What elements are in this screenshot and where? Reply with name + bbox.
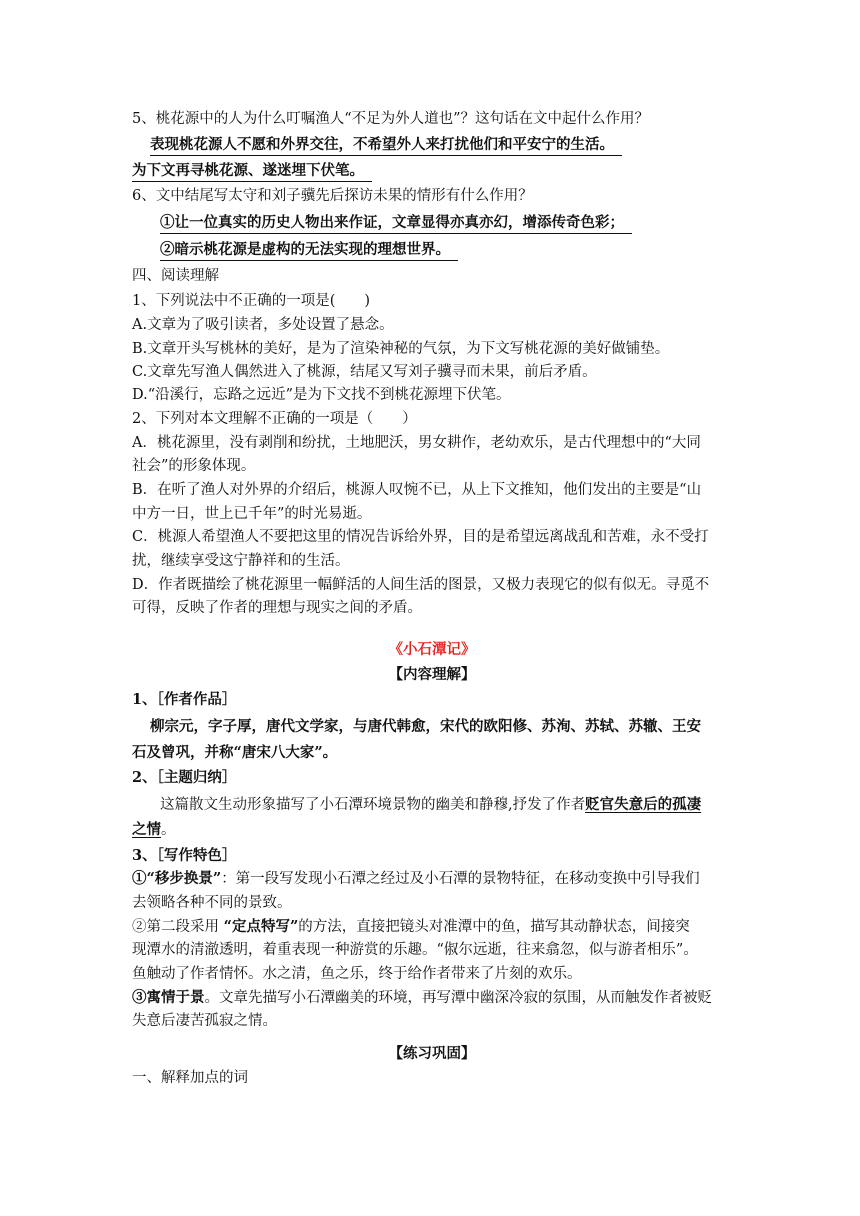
answer-5-line-1: [150, 135, 750, 156]
question-6: 6、文中结尾写太守和刘子骥先后探访未果的情形有什么作用？: [132, 188, 533, 204]
reading-q2-option-c-line-1: C．桃源人希望渔人不要把这里的情况告诉给外界，目的是希望远离战乱和苦难，永不受打: [132, 529, 709, 545]
theme-text-line-2: [132, 820, 732, 840]
practice-item-1: 一、解释加点的词: [132, 1070, 248, 1086]
style-point-1-desc: ：第一段写发现小石潭之经过及小石潭的景物特征，在移动变换中引导我们: [221, 871, 700, 887]
answer-5-line-2: [132, 161, 732, 182]
style-point-2-line-2: 现潭水的清澈透明，着重表现一种游赏的乐趣。“俶尔远逝，往来翕忽，似与游者相乐”。: [132, 942, 698, 958]
author-text-line-2: 石及曾巩，并称“唐宋八大家”。: [132, 744, 338, 761]
style-point-3-line-2: 失意后凄苦孤寂之情。: [132, 1013, 277, 1029]
theme-text-lead: 这篇散文生动形象描写了小石潭环境景物的幽美和静穆,抒发了作者: [160, 797, 586, 813]
style-point-2-line-1: [132, 917, 732, 937]
answer-6-line-2: [160, 240, 730, 261]
reading-q1: 1、下列说法中不正确的一项是( ): [132, 293, 371, 309]
author-text-line-1: 柳宗元，字子厚，唐代文学家，与唐代韩愈，宋代的欧阳修、苏洵、苏轼、苏辙、王安: [150, 718, 701, 735]
style-point-1-line-2: 去领略各种不同的景致。: [132, 895, 292, 911]
style-point-3-desc: 。文章先描写小石潭幽美的环境，再写潭中幽深冷寂的氛围，从而触发作者被贬: [204, 990, 712, 1006]
style-point-2-line-3: 鱼触动了作者情怀。水之清，鱼之乐，终于给作者带来了片刻的欢乐。: [132, 966, 582, 982]
reading-q2-option-b-line-2: 中方一日，世上已千年”的时光易逝。: [132, 506, 372, 522]
practice-heading: 【练习巩固】: [388, 1045, 476, 1062]
reading-q1-option-d: D.“沿溪行，忘路之远近”是为下文找不到桃花源埋下伏笔。: [132, 387, 511, 403]
theme-text-line-1: [160, 795, 730, 815]
theme-heading: 2、［主题归纳］: [132, 769, 237, 786]
answer-6-text-2: ②暗示桃花源是虚构的无法实现的理想世界。: [160, 240, 458, 261]
answer-6-text-1: ①让一位真实的历史人物出来作证，文章显得亦真亦幻，增添传奇色彩；: [160, 213, 632, 234]
answer-6-line-1: [160, 213, 730, 234]
reading-q1-option-b: B.文章开头写桃林的美好，是为了渲染神秘的气氛，为下文写桃花源的美好做铺垫。: [132, 341, 670, 357]
answer-5-text-2: 为下文再寻桃花源、遂迷埋下伏笔。: [132, 161, 372, 182]
style-heading: 3、［写作特色］: [132, 847, 237, 864]
author-heading: 1、［作者作品］: [132, 691, 237, 708]
reading-q1-option-c: C.文章先写渔人偶然进入了桃源，结尾又写刘子骥寻而未果，前后矛盾。: [132, 364, 597, 380]
answer-5-text-1: 表现桃花源人不愿和外界交往，不希望外人来打扰他们和平安宁的生活。: [150, 135, 622, 156]
theme-text-emphasis-end: 之情: [132, 821, 161, 838]
reading-q2: 2、下列对本文理解不正确的一项是（ ）: [132, 411, 417, 427]
content-heading: 【内容理解】: [388, 666, 476, 683]
reading-q2-option-a-line-2: 社会”的形象体现。: [132, 458, 256, 474]
reading-q1-option-a: A.文章为了吸引读者，多处设置了悬念。: [132, 317, 394, 333]
reading-q2-option-c-line-2: 扰，继续享受这宁静祥和的生活。: [132, 553, 350, 569]
style-point-1-line-1: [132, 869, 732, 889]
style-point-2-term: “定点特写”: [223, 918, 299, 935]
reading-q2-option-d-line-2: 可得，反映了作者的理想与现实之间的矛盾。: [132, 600, 422, 616]
style-point-1-term: ①“移步换景”: [132, 870, 222, 887]
reading-q2-option-b-line-1: B．在听了渔人对外界的介绍后，桃源人叹惋不已，从上下文推知，他们发出的主要是“山: [132, 482, 702, 498]
question-5: 5、桃花源中的人为什么叮嘱渔人“不足为外人道也”？这句话在文中起什么作用？: [132, 111, 650, 127]
theme-text-period: 。: [161, 822, 176, 838]
style-point-2-desc: 的方法，直接把镜头对准潭中的鱼，描写其动静状态，间接突: [298, 919, 690, 935]
reading-q2-option-d-line-1: D．作者既描绘了桃花源里一幅鲜活的人间生活的图景，又极力表现它的似有似无。寻觅不: [132, 577, 710, 593]
section-title: 《小石潭记》: [388, 641, 476, 658]
theme-text-emphasis: 贬官失意后的孤凄: [585, 796, 702, 813]
reading-q2-option-a-line-1: A．桃花源里，没有剥削和纷扰，土地肥沃，男女耕作，老幼欢乐，是古代理想中的“大同: [132, 435, 701, 451]
reading-heading: 四、阅读理解: [132, 268, 219, 284]
style-point-2-lead: ②第二段采用: [132, 919, 224, 935]
style-point-3-line-1: [132, 988, 732, 1008]
style-point-3-term: ③寓情于景: [132, 989, 205, 1006]
